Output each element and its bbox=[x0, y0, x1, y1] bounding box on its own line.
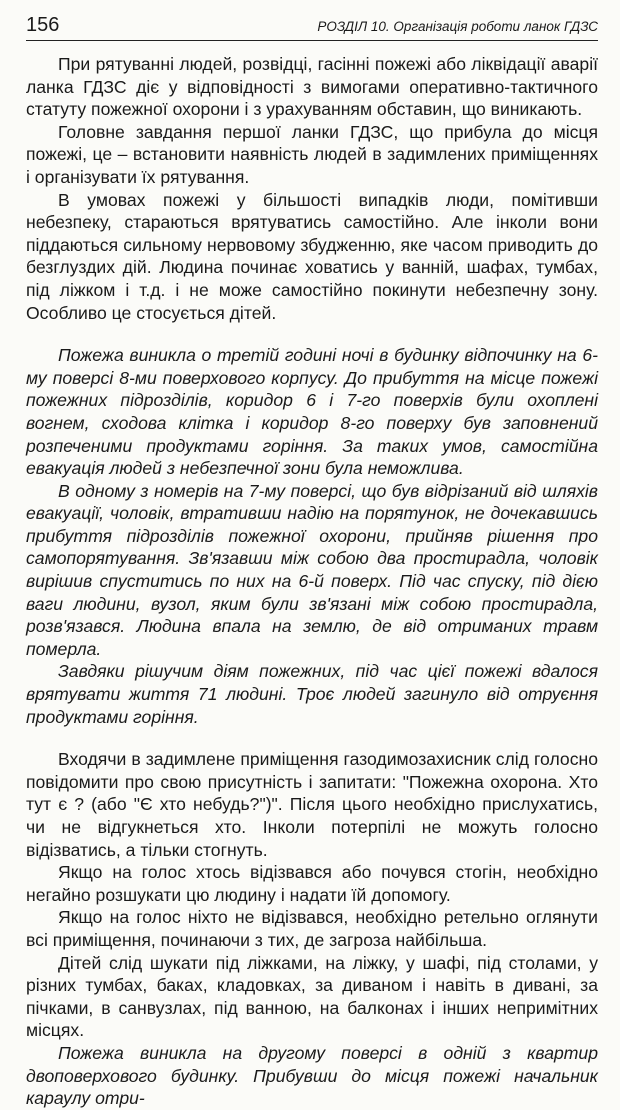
example-case-1 bbox=[26, 344, 598, 728]
section-search-procedure bbox=[26, 748, 598, 1110]
paragraph: Якщо на голос ніхто не відізвався, необхідно ретельно оглянути всі приміщення, починаючи з тих, де загроза найбільша. bbox=[26, 907, 598, 950]
example-paragraph: Завдяки рішучим діям пожежних, під час цієї пожежі вдалося врятувати життя 71 людині. Троє людей загинуло від отруєння продуктами горіння. bbox=[26, 661, 598, 727]
paragraph: Входячи в задимлене приміщення газодимозахисник слід голосно повідомити про свою присутність і запитати: "Пожежна охорона. Хто тут є ? (або "Є хто небудь?")". Після цього необхідно прислухатись, чи не відгукнеться хто. Інколи потерпілі не можуть голосно відізватись, а тільки стогнуть. bbox=[26, 749, 598, 860]
paragraph: Головне завдання першої ланки ГДЗС, що прибула до місця пожежі, це – встановити наявність людей в задимлених приміщеннях і організувати їх рятування. bbox=[26, 121, 598, 187]
section-gap bbox=[26, 324, 598, 344]
page-number: 156 bbox=[26, 14, 60, 36]
section-rescue-intro bbox=[26, 53, 598, 324]
example-paragraph: Пожежа виникла о третій годині ночі в будинку відпочинку на 6-му поверсі 8-ми поверхового корпусу. До прибуття на місце пожежі пожежних підрозділів, коридор 6 і 7-го поверхів були охоплені вогнем, сходова клітка і коридор 8-го поверху був заповнений розпеченими продуктами горіння. За таких умов, самостійна евакуація людей з небезпечної зони була неможлива. bbox=[26, 345, 598, 479]
example-paragraph: В одному з номерів на 7-му поверсі, що був відрізаний від шляхів евакуації, чоловік, втративши надію на порятунок, не дочекавшись прибуття підрозділів пожежної охорони, прийняв рішення про самопорятування. Зв'язавши між собою два простирадла, чоловік вирішив спуститись по них на 6-й поверх. Під час спуску, під дією ваги людини, вузол, яким були зв'язані між собою простирадла, розв'язався. Людина впала на землю, де від отриманих травм померла. bbox=[26, 480, 598, 659]
paragraph: Якщо на голос хтось відізвався або почувся стогін, необхідно негайно розшукати цю людину і надати їй допомогу. bbox=[26, 862, 598, 905]
page-header bbox=[26, 14, 598, 41]
paragraph: Дітей слід шукати під ліжками, на ліжку, у шафі, під столами, у різних тумбах, баках, кладовках, за диваном і навіть в дивані, за пічками, в санвузлах, під ванною, на балконах і інших непримітних місцях. bbox=[26, 952, 598, 1041]
example-paragraph: Пожежа виникла на другому поверсі в одній з квартир двоповерхового будинку. Прибувши до місця пожежі начальник караулу отри- bbox=[26, 1042, 598, 1109]
paragraph: При рятуванні людей, розвідці, гасінні пожежі або ліквідації аварії ланка ГДЗС діє у відповідності з вимогами оперативно-тактичного статуту пожежної охорони і з урахуванням обставин, що виникають. bbox=[26, 54, 598, 120]
paragraph: В умовах пожежі у більшості випадків люди, помітивши небезпеку, стараються врятуватись самостійно. Але інколи вони піддаються сильному нервовому збудженню, яке часом приводить до безглуздих дій. Людина починає ховатись у ванній, шафах, тумбах, під ліжком і т.д. і не може самостійно покинути небезпечну зону. Особливо це стосується дітей. bbox=[26, 189, 598, 323]
running-head: РОЗДІЛ 10. Організація роботи ланок ГДЗС bbox=[317, 19, 598, 34]
section-gap bbox=[26, 728, 598, 748]
